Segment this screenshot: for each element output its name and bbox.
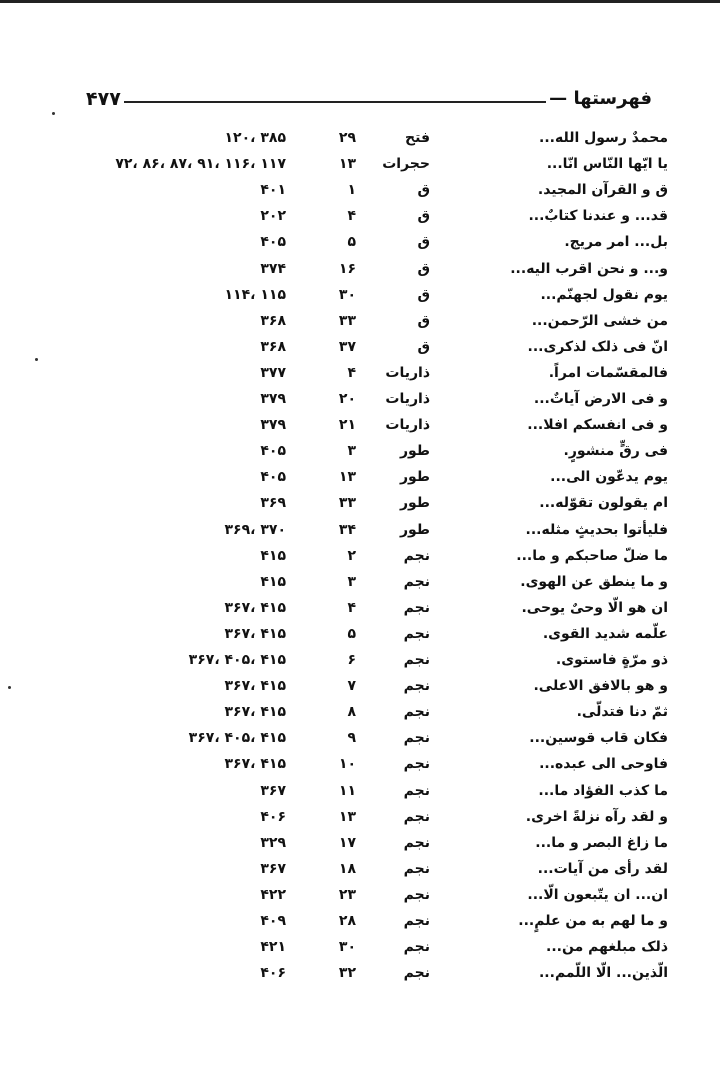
ayah-number: ۲: [347, 548, 356, 564]
ayah-number: ۳۴: [338, 522, 356, 538]
ayah-number: ۲۸: [338, 913, 356, 929]
surah-name: طور: [399, 495, 430, 511]
index-row: [0, 522, 720, 548]
index-row: [0, 783, 720, 809]
page-references: ۳۷۰ ،۳۶۹: [224, 522, 286, 538]
index-row: [0, 548, 720, 574]
ayah-number: ۳۳: [338, 313, 356, 329]
ayah-number: ۱۱: [338, 783, 356, 799]
page-references: ۴۰۶: [260, 809, 286, 825]
verse-text: و فی انفسکم افلا...: [527, 417, 668, 433]
surah-name: ق: [417, 287, 430, 303]
index-row: [0, 313, 720, 339]
ayah-number: ۱۶: [338, 261, 356, 277]
ayah-number: ۵: [347, 234, 356, 250]
surah-name: ذاریات: [385, 391, 430, 407]
page-references: ۴۰۶: [260, 965, 286, 981]
ayah-number: ۱۸: [338, 861, 356, 877]
index-row: [0, 208, 720, 234]
page-references: ۳۷۷: [260, 365, 286, 381]
surah-name: ذاریات: [385, 417, 430, 433]
surah-name: نجم: [403, 965, 430, 981]
surah-name: نجم: [403, 939, 430, 955]
page-references: ۳۶۸: [260, 339, 286, 355]
verse-text: ثمّ دنا فتدلّی.: [576, 704, 668, 720]
page-references: ۴۰۱: [260, 182, 286, 198]
page-references: ۳۶۸: [260, 313, 286, 329]
surah-name: ق: [417, 234, 430, 250]
page-references: ۳۷۹: [260, 417, 286, 433]
page-references: ۴۰۹: [260, 913, 286, 929]
verse-text: محمدٌ رسول الله...: [539, 130, 668, 146]
index-row: [0, 678, 720, 704]
index-row: [0, 495, 720, 521]
ayah-number: ۹: [347, 730, 356, 746]
index-row: [0, 965, 720, 991]
ayah-number: ۲۰: [338, 391, 356, 407]
page-references: ۲۰۲: [260, 208, 286, 224]
ayah-number: ۱۳: [338, 469, 356, 485]
surah-name: نجم: [403, 600, 430, 616]
ayah-number: ۳۷: [338, 339, 356, 355]
page-references: ۴۱۵ ،۳۶۷: [224, 626, 286, 642]
surah-name: نجم: [403, 913, 430, 929]
surah-name: نجم: [403, 730, 430, 746]
verse-text: بل... امر مریج.: [564, 234, 668, 250]
verse-text: ذو مرّةٍ فاستوی.: [555, 652, 668, 668]
ayah-number: ۲۹: [338, 130, 356, 146]
surah-name: نجم: [403, 861, 430, 877]
page-references: ۴۱۵: [260, 574, 286, 590]
index-row: [0, 365, 720, 391]
page-references: ۴۱۵ ،۳۶۷: [224, 756, 286, 772]
page-references: ۴۰۵: [260, 443, 286, 459]
ayah-number: ۴: [347, 365, 356, 381]
surah-name: نجم: [403, 809, 430, 825]
verse-text: ذلک مبلغهم من...: [546, 939, 668, 955]
surah-name: ق: [417, 313, 430, 329]
verse-text: و لقد رآه نزلةً اخری.: [525, 809, 668, 825]
ayah-number: ۳۳: [338, 495, 356, 511]
index-row: [0, 182, 720, 208]
page-references: ۱۱۷ ،۱۱۶ ،۹۱ ،۸۷ ،۸۶ ،۷۲: [115, 156, 286, 172]
index-row: [0, 234, 720, 260]
verse-text: فی رقٍّ منشورٍ.: [563, 443, 668, 459]
ayah-number: ۴: [347, 600, 356, 616]
page-references: ۴۱۵ ،۴۰۵ ،۳۶۷: [188, 652, 286, 668]
ayah-number: ۱۳: [338, 809, 356, 825]
verse-text: و هو بالافق الاعلی.: [533, 678, 668, 694]
verse-text: الّذین... الّا اللّمم...: [538, 965, 668, 981]
index-row: [0, 574, 720, 600]
ayah-number: ۴: [347, 208, 356, 224]
verse-text: من خشی الرّحمن...: [531, 313, 668, 329]
surah-name: طور: [399, 469, 430, 485]
index-row: [0, 861, 720, 887]
index-row: [0, 156, 720, 182]
ayah-number: ۲۳: [338, 887, 356, 903]
surah-name: ذاریات: [385, 365, 430, 381]
index-row: [0, 391, 720, 417]
surah-name: نجم: [403, 756, 430, 772]
running-title: فهرستها —: [549, 88, 652, 109]
index-row: [0, 809, 720, 835]
surah-name: فتح: [405, 130, 430, 146]
page-references: ۳۲۹: [260, 835, 286, 851]
ayah-number: ۸: [347, 704, 356, 720]
ayah-number: ۳۰: [338, 287, 356, 303]
page-references: ۳۶۷: [260, 783, 286, 799]
page-references: ۴۱۵ ،۳۶۷: [224, 600, 286, 616]
verse-text: ق و القرآن المجید.: [537, 182, 668, 198]
surah-name: حجرات: [382, 156, 430, 172]
index-row: [0, 756, 720, 782]
index-row: [0, 730, 720, 756]
index-row: [0, 704, 720, 730]
page-references: ۳۶۷: [260, 861, 286, 877]
surah-name: نجم: [403, 887, 430, 903]
top-border-rule: [0, 0, 720, 3]
page-header: [86, 88, 652, 114]
surah-name: ق: [417, 339, 430, 355]
verse-text: و فی الارض آیاتٌ...: [533, 391, 668, 407]
scan-speck: [35, 358, 38, 361]
surah-name: طور: [399, 443, 430, 459]
verse-text: یوم نقول لجهنّم...: [540, 287, 668, 303]
page-references: ۴۰۵: [260, 469, 286, 485]
verse-text: ما ضلّ صاحبکم و ما...: [516, 548, 668, 564]
ayah-number: ۳: [347, 443, 356, 459]
verse-text: یا ایّها النّاس انّا...: [546, 156, 668, 172]
ayah-number: ۲۱: [338, 417, 356, 433]
verse-text: لقد رأی من آیات...: [537, 861, 668, 877]
index-row: [0, 626, 720, 652]
page-references: ۴۱۵ ،۳۶۷: [224, 704, 286, 720]
page-references: ۳۷۹: [260, 391, 286, 407]
verse-text: ان... ان یتّبعون الّا...: [527, 887, 668, 903]
verse-text: فلیأتوا بحدیثٍ مثله...: [525, 522, 668, 538]
verse-text: یوم یدعّون الی...: [550, 469, 668, 485]
verse-text: ما زاغ البصر و ما...: [535, 835, 668, 851]
page-references: ۴۲۲: [260, 887, 286, 903]
page-references: ۴۰۵: [260, 234, 286, 250]
surah-name: نجم: [403, 574, 430, 590]
page-references: ۳۸۵ ،۱۲۰: [224, 130, 286, 146]
index-row: [0, 939, 720, 965]
ayah-number: ۶: [347, 652, 356, 668]
index-row: [0, 287, 720, 313]
index-row: [0, 261, 720, 287]
surah-name: نجم: [403, 704, 430, 720]
surah-name: ق: [417, 182, 430, 198]
surah-name: نجم: [403, 548, 430, 564]
ayah-number: ۳۲: [338, 965, 356, 981]
ayah-number: ۱: [347, 182, 356, 198]
ayah-number: ۳۰: [338, 939, 356, 955]
header-rule: [124, 101, 546, 103]
page-references: ۳۶۹: [260, 495, 286, 511]
page-references: ۳۷۴: [260, 261, 286, 277]
verse-text: فکان قاب قوسین...: [529, 730, 668, 746]
page-references: ۴۲۱: [260, 939, 286, 955]
verse-text: و ما لهم به من علمٍ...: [518, 913, 668, 929]
surah-name: نجم: [403, 783, 430, 799]
ayah-number: ۱۳: [338, 156, 356, 172]
index-row: [0, 130, 720, 156]
ayah-number: ۱۷: [338, 835, 356, 851]
verse-text: علّمه شدید القوی.: [542, 626, 668, 642]
verse-text: ان هو الّا وحیٌ یوحی.: [521, 600, 668, 616]
surah-name: نجم: [403, 626, 430, 642]
surah-name: نجم: [403, 652, 430, 668]
verse-text: قد... و عندنا کتابٌ...: [528, 208, 668, 224]
ayah-number: ۱۰: [338, 756, 356, 772]
surah-name: ق: [417, 208, 430, 224]
verse-text: انّ فی ذلک لذکری...: [527, 339, 668, 355]
ayah-number: ۷: [347, 678, 356, 694]
page-references: ۴۱۵ ،۴۰۵ ،۳۶۷: [188, 730, 286, 746]
verse-text: ام یقولون تقوّله...: [539, 495, 668, 511]
verse-text: و ما ینطق عن الهوی.: [520, 574, 668, 590]
ayah-number: ۳: [347, 574, 356, 590]
surah-name: نجم: [403, 678, 430, 694]
verse-text: فالمقسّمات امراً.: [548, 365, 668, 381]
surah-name: طور: [399, 522, 430, 538]
scan-speck: [8, 686, 11, 689]
verse-text: فاوحی الی عبده...: [539, 756, 668, 772]
surah-name: نجم: [403, 835, 430, 851]
verse-text: ما کذب الفؤاد ما...: [538, 783, 668, 799]
index-row: [0, 887, 720, 913]
index-row: [0, 600, 720, 626]
verse-text: و... و نحن اقرب الیه...: [510, 261, 668, 277]
ayah-number: ۵: [347, 626, 356, 642]
page-references: ۴۱۵: [260, 548, 286, 564]
scan-speck: [52, 112, 55, 115]
index-row: [0, 835, 720, 861]
index-row: [0, 913, 720, 939]
surah-name: ق: [417, 261, 430, 277]
index-row: [0, 443, 720, 469]
index-row: [0, 652, 720, 678]
index-row: [0, 469, 720, 495]
index-row: [0, 339, 720, 365]
index-row: [0, 417, 720, 443]
page-references: ۱۱۵ ،۱۱۴: [224, 287, 286, 303]
page-number: ۴۷۷: [86, 88, 121, 110]
page-references: ۴۱۵ ،۳۶۷: [224, 678, 286, 694]
